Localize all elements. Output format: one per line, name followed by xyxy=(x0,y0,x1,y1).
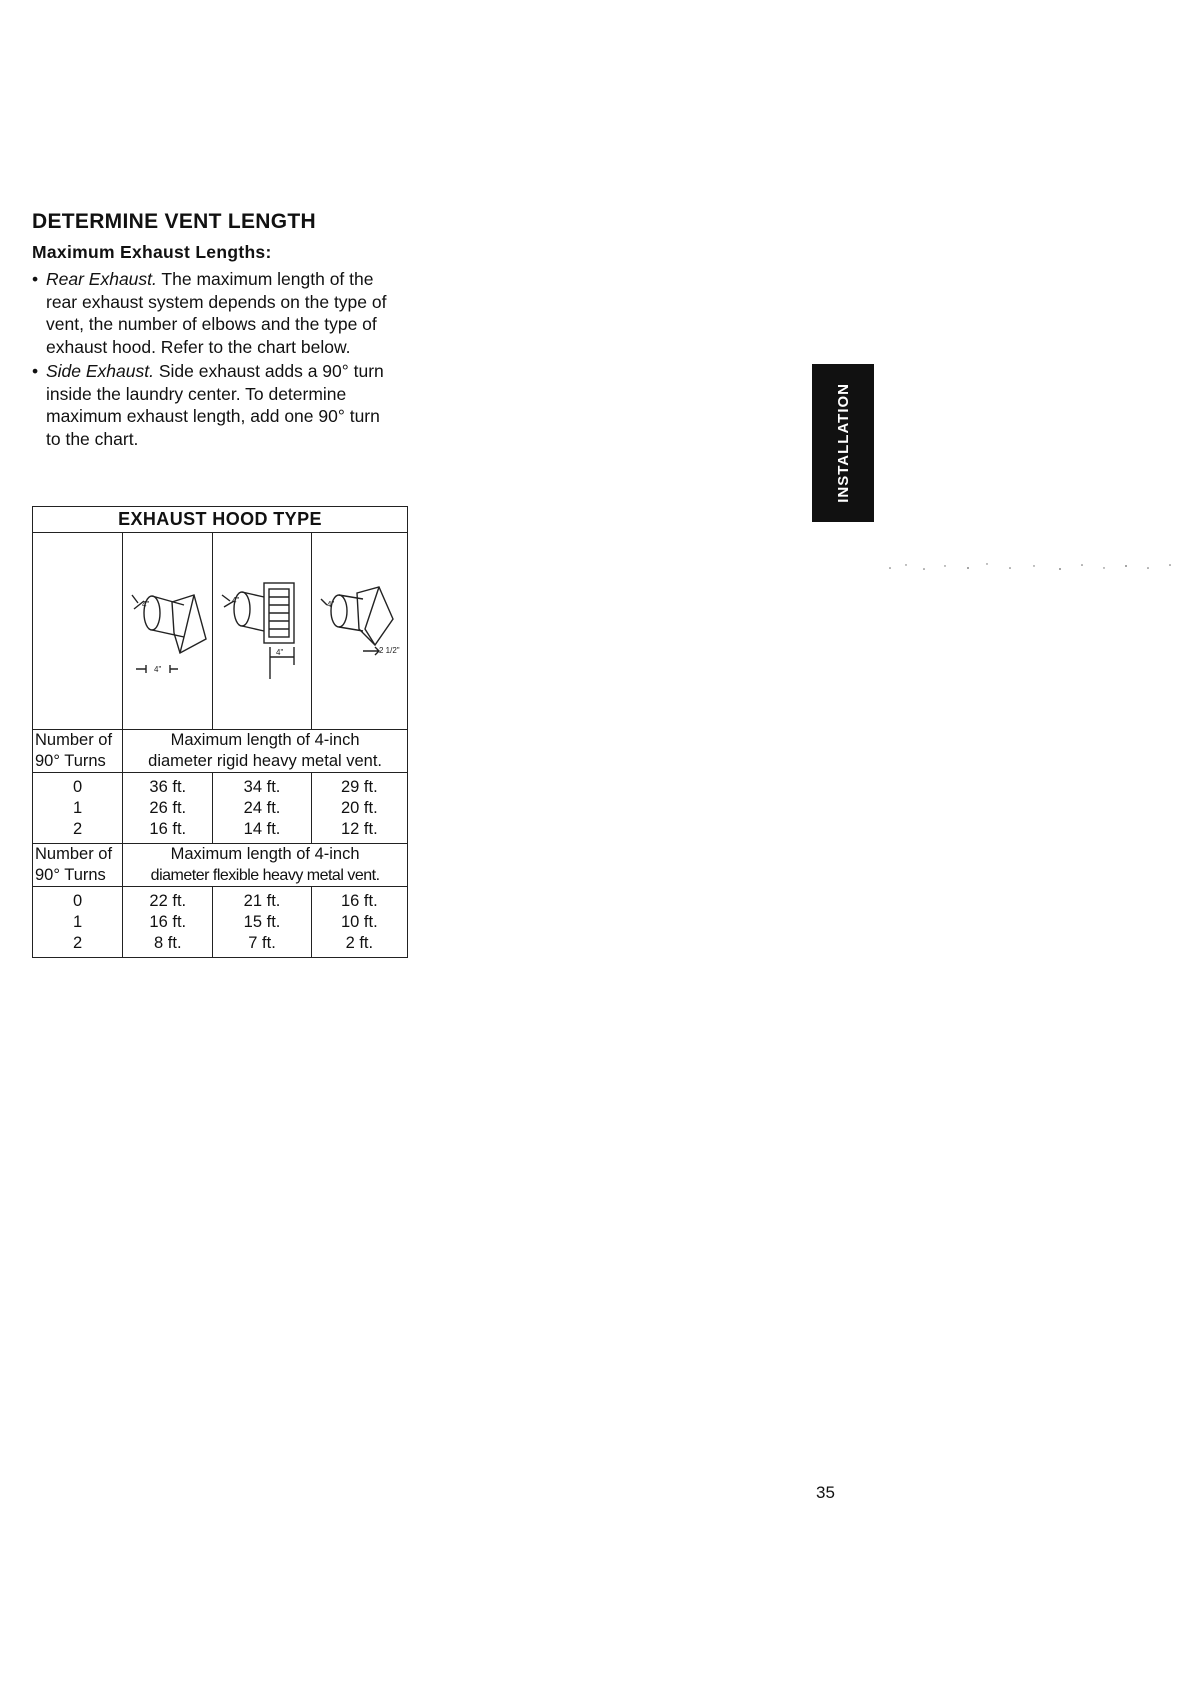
bullet-text: Side exhaust adds a 90° turn inside the laundry center. To determine maximum exhaust length, add one 90° turn to the chart. xyxy=(46,361,384,449)
length-cell: 15 ft. xyxy=(213,912,311,933)
hood-cell-angled xyxy=(123,533,213,730)
length-cell: 34 ft. xyxy=(213,773,311,799)
bullet-dot: • xyxy=(32,269,39,289)
section-heading: DETERMINE VENT LENGTH xyxy=(32,210,316,233)
table-title: EXHAUST HOOD TYPE xyxy=(33,507,408,533)
table-row xyxy=(33,819,408,844)
hood-dim-label: 2 1/2" xyxy=(379,645,400,655)
hood-dim-label: 4" xyxy=(232,595,240,605)
length-cell: 8 ft. xyxy=(123,933,213,958)
hood-dim-label: 4" xyxy=(276,647,284,657)
bullet-rear-exhaust xyxy=(32,268,392,358)
length-cell: 12 ft. xyxy=(311,819,407,844)
turns-cell: 2 xyxy=(33,819,123,844)
table-row xyxy=(33,773,408,799)
length-cell: 24 ft. xyxy=(213,798,311,819)
turns-cell: 1 xyxy=(33,798,123,819)
scan-noise-decoration xyxy=(884,556,1184,576)
section-subheading: Maximum Exhaust Lengths: xyxy=(32,242,272,262)
section-tab xyxy=(812,364,874,522)
length-cell: 36 ft. xyxy=(123,773,213,799)
flexible-vent-header xyxy=(123,844,408,887)
flexible-desc-line1: Maximum length of 4-inch xyxy=(170,845,360,863)
turns-header xyxy=(33,730,123,773)
turns-cell: 0 xyxy=(33,887,123,913)
length-cell: 21 ft. xyxy=(213,887,311,913)
length-cell: 7 ft. xyxy=(213,933,311,958)
louvered-hood-icon xyxy=(214,575,310,683)
page-number: 35 xyxy=(816,1483,835,1502)
section-tab-label: INSTALLATION xyxy=(834,383,852,503)
hood-dim-label: 4" xyxy=(327,599,335,609)
turns-cell: 0 xyxy=(33,773,123,799)
rigid-desc-line1: Maximum length of 4-inch xyxy=(170,731,360,749)
table-row xyxy=(33,887,408,913)
flexible-desc-line2: diameter flexible heavy metal vent. xyxy=(150,867,380,884)
bullet-term: Rear Exhaust. xyxy=(46,269,157,289)
flap-hood-icon xyxy=(313,579,405,679)
length-cell: 20 ft. xyxy=(311,798,407,819)
turns-header-line2: 90° Turns xyxy=(35,752,106,770)
hood-cell-louvered xyxy=(213,533,311,730)
turns-cell: 2 xyxy=(33,933,123,958)
exhaust-length-table xyxy=(32,506,408,958)
rigid-desc-line2: diameter rigid heavy metal vent. xyxy=(148,752,383,770)
turns-header-line2: 90° Turns xyxy=(35,866,106,884)
bullet-list xyxy=(32,268,392,452)
length-cell: 16 ft. xyxy=(123,819,213,844)
length-cell: 2 ft. xyxy=(311,933,407,958)
rigid-vent-header xyxy=(123,730,408,773)
length-cell: 10 ft. xyxy=(311,912,407,933)
turns-header-line1: Number of xyxy=(35,731,113,749)
bullet-text: The maximum length of the rear exhaust system depends on the type of vent, the number of elbows and the type of exhaust hood. Refer to the chart below. xyxy=(46,269,387,357)
hood-cell-flap xyxy=(311,533,407,730)
bullet-term: Side Exhaust. xyxy=(46,361,154,381)
flexible-header-row xyxy=(33,844,408,887)
turns-cell: 1 xyxy=(33,912,123,933)
length-cell: 22 ft. xyxy=(123,887,213,913)
turns-header-line1: Number of xyxy=(35,845,113,863)
hood-dim-label: 4" xyxy=(153,664,162,674)
length-cell: 26 ft. xyxy=(123,798,213,819)
table-row xyxy=(33,912,408,933)
length-cell: 14 ft. xyxy=(213,819,311,844)
table-title-row xyxy=(33,507,408,533)
empty-cell xyxy=(33,533,123,730)
hood-image-row xyxy=(33,533,408,730)
bullet-dot: • xyxy=(32,361,39,381)
bullet-side-exhaust xyxy=(32,360,392,450)
length-cell: 16 ft. xyxy=(123,912,213,933)
turns-header xyxy=(33,844,123,887)
table-row xyxy=(33,798,408,819)
length-cell: 29 ft. xyxy=(311,773,407,799)
rigid-header-row xyxy=(33,730,408,773)
angled-hood-icon xyxy=(124,579,212,679)
table-row xyxy=(33,933,408,958)
length-cell: 16 ft. xyxy=(311,887,407,913)
hood-dim-label: 4" xyxy=(141,599,150,609)
